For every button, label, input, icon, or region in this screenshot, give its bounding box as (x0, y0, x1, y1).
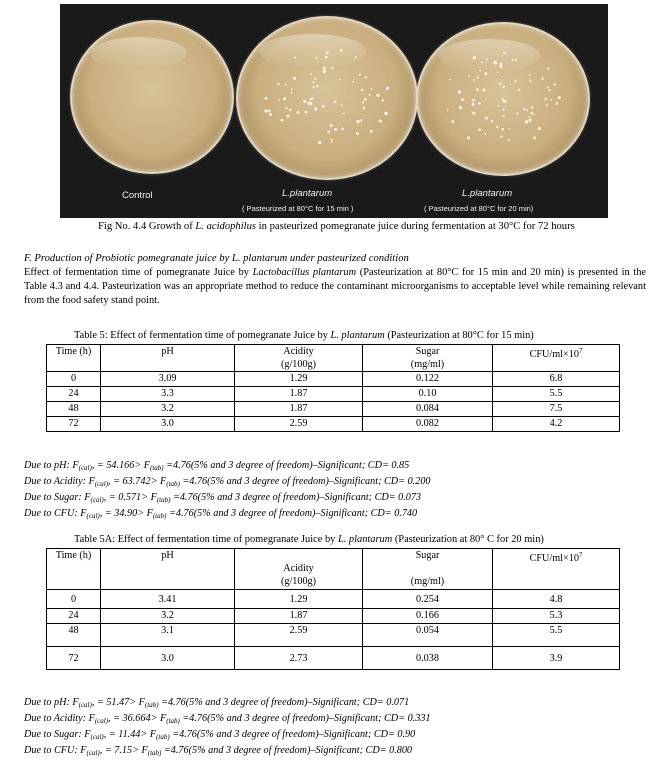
table5-header-acidity: Acidity (g/100g) (235, 345, 363, 372)
colony-dot (512, 59, 514, 61)
table5a-header-acidity: Acidity (g/100g) (235, 549, 363, 590)
colony-dot (312, 86, 314, 88)
table5-header-row (47, 345, 620, 372)
colony-dot (478, 102, 480, 104)
stat-line: Due to Sugar: $F_{(cal)}$, = $0.571> F_{(tab)} =4.76(5\%$ and 3 degree of freedom)–Significant; CD= 0.073 (24, 492, 422, 504)
colony-dot (331, 141, 333, 143)
colony-dot (491, 120, 494, 123)
colony-dot (550, 99, 552, 101)
colony-dot (447, 109, 449, 111)
colony-dot (496, 126, 498, 128)
table5a-cell: 5.3 (493, 609, 620, 624)
colony-dot (310, 98, 312, 100)
colony-dot (503, 100, 506, 103)
plate-label-20min: L.plantarum (462, 188, 513, 199)
colony-dot (310, 73, 312, 75)
colony-dot (449, 79, 451, 81)
figure-caption: Fig No. 4.4 Growth of L. acidophilus in pasteurized pomegranate juice during fermentation at 30°C for 72 hours (98, 221, 575, 232)
table-row (47, 402, 620, 417)
table5a-cell: 0 (47, 590, 101, 609)
colony-dot (356, 132, 359, 135)
colony-dot (531, 106, 534, 109)
colony-dot (523, 108, 525, 110)
colony-dot (331, 139, 333, 141)
colony-dot (503, 115, 505, 117)
colony-dot (278, 99, 280, 101)
colony-dot (554, 84, 556, 86)
table5-header-cfu: CFU/$ml\times 10^7$ (493, 345, 620, 372)
table5-cell: 3.09 (101, 372, 235, 387)
petri-plate-15min (236, 16, 418, 180)
table5a-cell: 4.8 (493, 590, 620, 609)
colony-dot (313, 82, 315, 84)
colony-dot (297, 111, 300, 114)
colony-dot (546, 104, 548, 106)
colony-dot (334, 100, 337, 103)
colony-dot (340, 49, 343, 52)
table5a-cell: 1.29 (235, 590, 363, 609)
table5a-header-cfu: CFU/$ml\times 10^7$ (493, 549, 620, 590)
colony-dot (472, 103, 475, 106)
colony-dot (303, 100, 306, 103)
table5a-cell: 3.1 (101, 624, 235, 647)
colony-dot (359, 74, 361, 76)
colony-dot (473, 79, 475, 81)
colony-dot (316, 85, 319, 88)
colony-dot (363, 107, 365, 109)
table-row (47, 609, 620, 624)
table5a-cell: 0.254 (363, 590, 493, 609)
table5a-cell: 72 (47, 647, 101, 670)
colony-dot (500, 65, 503, 68)
colony-dot (341, 128, 344, 131)
stat-line: Due to CFU: $F_{(cal)}$, = $7.15> F_{(tab)} =4.76(5\%$ and 3 degree of freedom)–Significant; CD= 0.800 (24, 745, 413, 757)
colony-dot (269, 113, 272, 116)
table5-cell: 6.8 (493, 372, 620, 387)
colony-dot (503, 52, 505, 54)
colony-dot (323, 70, 326, 73)
colony-dot (481, 61, 483, 63)
table5a-cell: 2.59 (235, 624, 363, 647)
stat-line: Due to Acidity: $F_{(cal)}$, = $36.664> F_{(tab)} =4.76(5\%$ and 3 degree of freedom)–Significant; CD= 0.331 (24, 713, 431, 725)
colony-dot (294, 57, 296, 59)
table5-cell: 48 (47, 402, 101, 417)
colony-dot (386, 87, 389, 90)
table5a-cell: 1.87 (235, 609, 363, 624)
colony-dot (529, 80, 531, 82)
colony-dot (343, 113, 345, 115)
stat-line: Due to Acidity: $F_{(cal)}$, = $63.742> F_{(tab)} =4.76(5\%$ and 3 degree of freedom)–Significant; CD= 0.200 (24, 476, 431, 488)
table5-header-time: Time (h) (47, 345, 101, 372)
petri-plate-control (70, 20, 234, 174)
colony-dot (352, 81, 354, 83)
colony-dot (556, 102, 558, 104)
colony-dot (502, 98, 504, 100)
colony-dot (502, 109, 504, 111)
colony-dot (473, 56, 476, 59)
table5-cell: 5.5 (493, 387, 620, 402)
table5a-cell: 5.5 (493, 624, 620, 647)
colony-dot (277, 83, 279, 85)
colony-dot (486, 58, 488, 60)
colony-dot (325, 56, 328, 59)
colony-dot (293, 77, 296, 80)
colony-dot (289, 108, 292, 111)
colony-dot (315, 57, 317, 59)
colony-dot (518, 89, 520, 91)
colony-dot (451, 120, 454, 123)
colony-dot (472, 111, 475, 114)
colony-dot (322, 105, 325, 108)
colony-dot (525, 120, 528, 123)
colony-dot (378, 95, 380, 97)
colony-dot (538, 127, 541, 130)
colony-dot (508, 139, 510, 141)
colony-dot (477, 77, 479, 79)
colony-dot (503, 85, 505, 87)
table5a-header-sugar: Sugar (mg/ml) (363, 549, 493, 590)
table5-cell: 0 (47, 372, 101, 387)
table5a-cell: 3.2 (101, 609, 235, 624)
table5a-header-ph: pH (101, 549, 235, 590)
colony-dot (291, 88, 293, 90)
table5-stats (24, 459, 431, 523)
table5-cell: 0.084 (363, 402, 493, 417)
table5a-cell: 0.038 (363, 647, 493, 670)
table-row (47, 590, 620, 609)
table5-cell: 3.2 (101, 402, 235, 417)
colony-dot (485, 133, 487, 135)
colony-dot (533, 113, 535, 115)
stat-line: Due to pH: $F_{(cal)}$, = $54.166> F_{(tab)} =4.76(5\%$ and 3 degree of freedom)–Significant; CD= 0.85 (24, 460, 410, 472)
table5a-header-row (47, 549, 620, 590)
table-row (47, 387, 620, 402)
table5-cell: 0.10 (363, 387, 493, 402)
colony-dot (265, 109, 268, 112)
colony-dot (472, 99, 475, 102)
colony-dot (281, 119, 284, 122)
colony-dot (494, 61, 497, 64)
colony-dot (482, 89, 485, 92)
colony-dot (327, 131, 330, 134)
table5-cell: 1.87 (235, 402, 363, 417)
plate-label-control: Control (122, 190, 153, 201)
section-paragraph: Effect of fermentation time of pomegranate Juice by Lactobacillus plantarum (Pasteurization at 80°C for 15 min and 20 min) is presented in the Table 4.3 and 4.4. Pasteurization was an appropriate method to reduce the contaminant microorganisms to acceptable level while remaining relevant from the food safety stand point. (24, 267, 647, 306)
colony-dot (330, 124, 333, 127)
table-row (47, 624, 620, 647)
colony-dot (509, 128, 511, 130)
colony-dot (355, 56, 357, 58)
colony-dot (291, 92, 293, 94)
colony-dot (529, 116, 531, 118)
colony-dot (285, 84, 287, 86)
table5-cell: 4.2 (493, 417, 620, 432)
colony-dot (502, 128, 505, 131)
colony-dot (478, 128, 481, 131)
colonies-15min (238, 18, 416, 178)
colony-dot (516, 112, 518, 114)
colony-dot (533, 136, 536, 139)
plate-sub-20min: ( Pasteurized at 80°C for 20 min) (424, 204, 534, 213)
colony-dot (529, 119, 532, 122)
colony-dot (331, 67, 333, 69)
table5-cell: 24 (47, 387, 101, 402)
plate-sub-15min: ( Pasteurized at 80°C for 15 min ) (242, 204, 354, 213)
table-row (47, 417, 620, 432)
colony-dot (371, 88, 373, 90)
colony-dot (500, 63, 503, 66)
table5a-cell: 0.054 (363, 624, 493, 647)
colony-dot (283, 97, 286, 100)
table5-header-sugar: Sugar (mg/ml) (363, 345, 493, 372)
colony-dot (544, 98, 546, 100)
colony-dot (531, 112, 533, 114)
colony-dot (515, 59, 517, 61)
table5-cell: 3.0 (101, 417, 235, 432)
table5-cell: 0.082 (363, 417, 493, 432)
colony-dot (370, 130, 373, 133)
colony-dot (341, 104, 343, 106)
table5a-cell: 24 (47, 609, 101, 624)
colony-dot (461, 98, 464, 101)
table5-cell: 2.59 (235, 417, 363, 432)
colony-dot (285, 107, 287, 109)
colony-dot (548, 89, 550, 91)
colony-dot (265, 97, 268, 100)
colony-dot (529, 74, 531, 76)
colony-dot (476, 88, 479, 91)
table5a-cell: 3.0 (101, 647, 235, 670)
table5a-cell: 2.73 (235, 647, 363, 670)
colony-dot (362, 101, 364, 103)
colony-dot (318, 141, 321, 144)
petri-plates-photo (60, 4, 608, 218)
colony-dot (364, 98, 367, 101)
colony-dot (323, 67, 326, 70)
colony-dot (314, 78, 316, 80)
table5-cell: 3.3 (101, 387, 235, 402)
table-row (47, 372, 620, 387)
colony-dot (526, 109, 528, 111)
colony-dot (268, 110, 271, 113)
table5a (46, 548, 620, 670)
colonies-20min (418, 24, 588, 174)
colony-dot (541, 77, 543, 79)
colony-dot (479, 70, 481, 72)
colony-dot (381, 99, 383, 101)
colony-dot (360, 119, 362, 121)
colony-dot (369, 94, 371, 96)
table5a-stats (24, 696, 431, 760)
colony-dot (547, 86, 549, 88)
table5-header-ph: pH (101, 345, 235, 372)
stat-line: Due to Sugar: $F_{(cal)}$, = $11.44> F_{(tab)} =4.76(5\%$ and 3 degree of freedom)–Significant; CD= 0.90 (24, 729, 416, 741)
colony-dot (468, 75, 470, 77)
colony-dot (339, 79, 341, 81)
colony-dot (558, 96, 561, 99)
table5a-header-time: Time (h) (47, 549, 101, 590)
colony-dot (500, 135, 502, 137)
colony-dot (547, 67, 549, 69)
stat-line: Due to CFU: $F_{(cal)}$, = $34.90> F_{(tab)} =4.76(5\%$ and 3 degree of freedom)–Significant; CD= 0.740 (24, 508, 418, 520)
table5-cell: 7.5 (493, 402, 620, 417)
colony-dot (287, 115, 290, 118)
table5a-cell: 3.9 (493, 647, 620, 670)
colony-dot (485, 117, 488, 120)
section-heading: F. Production of Probiotic pomegranate juice by L. plantarum under pasteurized condition (24, 253, 409, 264)
colony-dot (334, 128, 337, 131)
colony-dot (484, 72, 487, 75)
table-row (47, 647, 620, 670)
colony-dot (326, 51, 329, 54)
colony-dot (309, 102, 312, 105)
colony-dot (356, 120, 359, 123)
table5a-cell: 0.166 (363, 609, 493, 624)
colony-dot (384, 112, 387, 115)
table5-cell: 1.87 (235, 387, 363, 402)
table5-cell: 0.122 (363, 372, 493, 387)
colony-dot (365, 76, 367, 78)
table5a-caption: Table 5A: Effect of fermentation time of pomegranate Juice by L. plantarum (Pasteurization at 80° C for 20 min) (74, 534, 544, 545)
petri-plate-20min (416, 22, 590, 176)
colony-dot (380, 121, 382, 123)
colony-dot (361, 89, 363, 91)
table5-caption: Table 5: Effect of fermentation time of pomegranate Juice by L. plantarum (Pasteurization at 80°C for 15 min) (74, 330, 534, 341)
stat-line: Due to pH: $F_{(cal)}$, = $51.47> F_{(tab)} =4.76(5\%$ and 3 degree of freedom)–Significant; CD= 0.071 (24, 697, 410, 709)
colony-dot (458, 90, 461, 93)
colony-dot (314, 107, 317, 110)
table5a-cell: 3.41 (101, 590, 235, 609)
table5a-cell: 48 (47, 624, 101, 647)
colony-dot (499, 82, 501, 84)
table5-cell: 1.29 (235, 372, 363, 387)
table5 (46, 344, 620, 432)
table5-cell: 72 (47, 417, 101, 432)
colony-dot (497, 71, 499, 73)
colony-dot (514, 80, 516, 82)
colony-dot (459, 106, 462, 109)
colony-dot (467, 136, 470, 139)
colony-dot (497, 105, 499, 107)
plate-label-15min: L.plantarum (282, 188, 333, 199)
colony-dot (305, 111, 308, 114)
